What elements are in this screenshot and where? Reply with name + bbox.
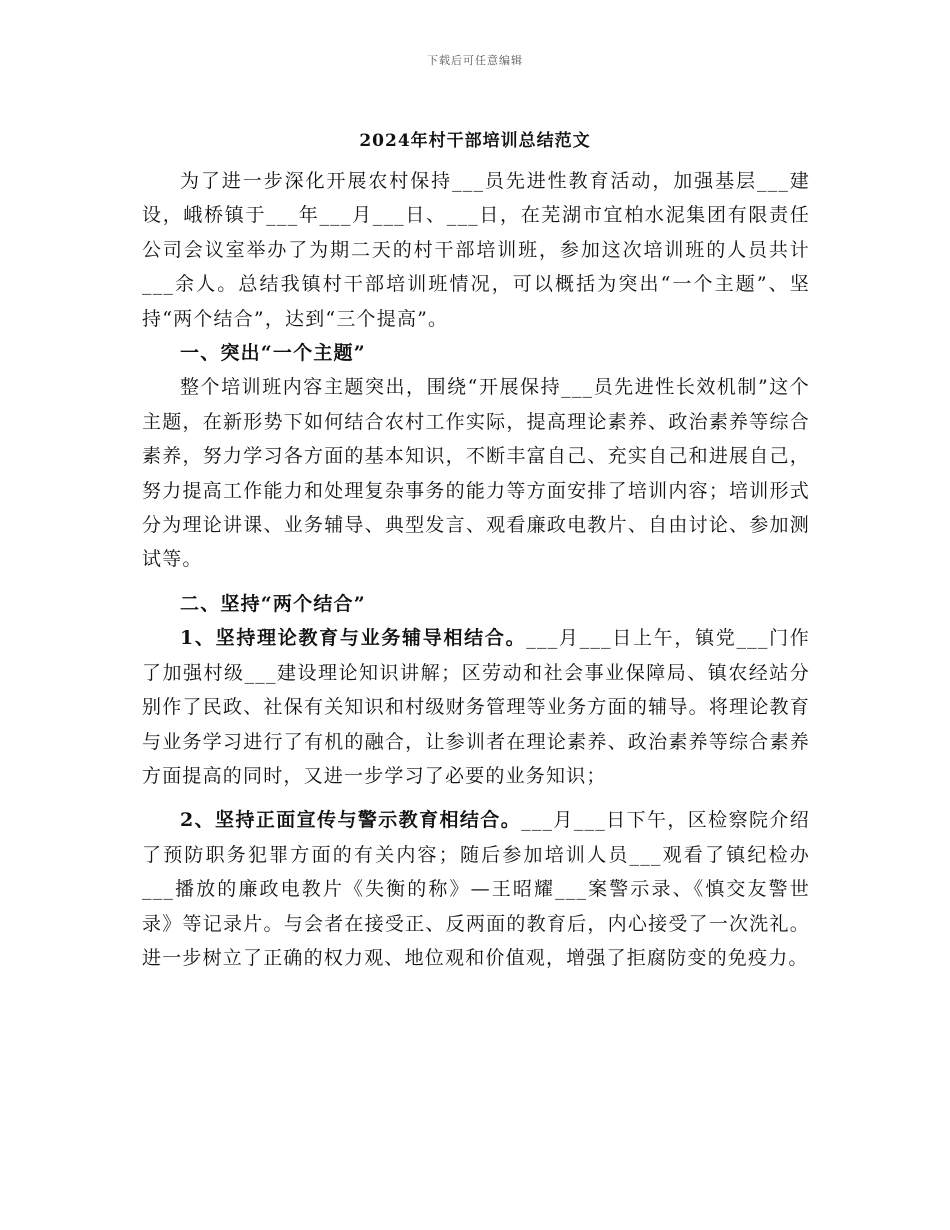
document-body: [142, 164, 810, 975]
section1-paragraph: 整个培训班内容主题突出，围绕“开展保持___员先进性长效机制”这个主题，在新形势下如何结合农村工作实际，提高理论素养、政治素养等综合素养，努力学习各方面的基本知识，不断丰富自己、充实自己和进展自己，努力提高工作能力和处理复杂事务的能力等方面安排了培训内容；培训形式分为理论讲课、业务辅导、典型发言、观看廉政电教片、自由讨论、参加测试等。: [142, 376, 810, 571]
section2-item1-paragraph: [142, 621, 810, 793]
section2-item2-body: ___月___日下午，区检察院介绍了预防职务犯罪方面的有关内容；随后参加培训人员___观看了镇纪检办___播放的廉政电教片《失衡的称》—王昭耀___案警示录、《慎交友警世录》等记录片。与会者在接受正、反两面的教育后，内心接受了一次洗礼。进一步树立了正确的权力观、地位观和价值观，增强了拒腐防变的免疫力。: [142, 809, 810, 969]
page-header: 下载后可任意编辑: [427, 54, 523, 67]
section2-item2-paragraph: [142, 803, 810, 975]
document-title: 2024年村干部培训总结范文: [359, 131, 591, 151]
section2-item2-lead: 2、坚持正面宣传与警示教育相结合。: [180, 809, 522, 832]
intro-paragraph: 为了进一步深化开展农村保持___员先进性教育活动，加强基层___建设，峨桥镇于___年___月___日、___日，在芜湖市宜柏水泥集团有限责任公司会议室举办了为期二天的村干部培训班，参加这次培训班的人员共计___余人。总结我镇村干部培训班情况，可以概括为突出“一个主题”、坚持“两个结合”，达到“三个提高”。: [142, 170, 810, 330]
section2-item1-body: ___月___日上午，镇党___门作了加强村级___建设理论知识讲解；区劳动和社会事业保障局、镇农经站分别作了民政、社保有关知识和村级财务管理等业务方面的辅导。将理论教育与业务学习进行了有机的融合，让参训者在理论素养、政治素养等综合素养方面提高的同时，又进一步学习了必要的业务知识；: [142, 627, 811, 787]
section1-heading: 一、突出“一个主题”: [180, 342, 366, 365]
section2-item1-lead: 1、坚持理论教育与业务辅导相结合。: [180, 627, 527, 650]
section2-heading: 二、坚持“两个结合”: [180, 592, 366, 615]
